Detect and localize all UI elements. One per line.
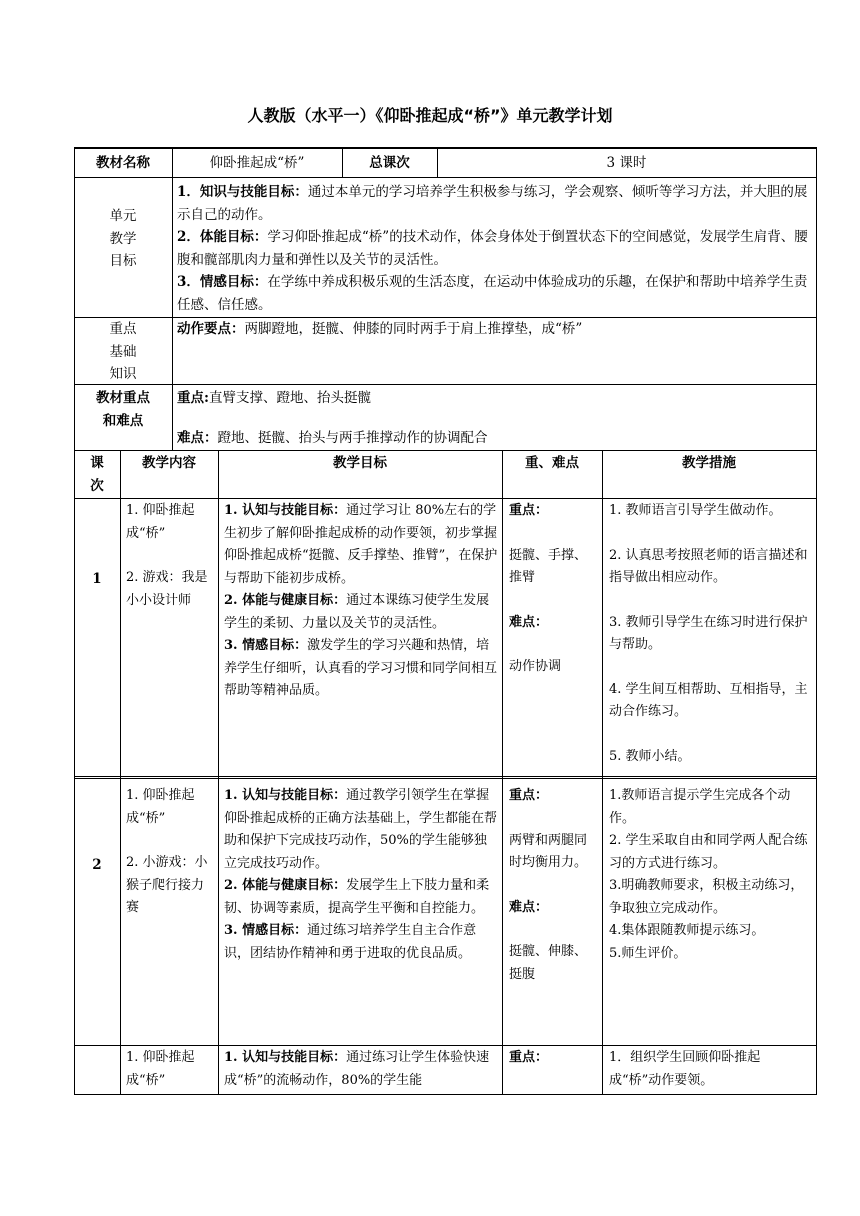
goal-text: 通过本单元的学习培养学生积极参与练习，学会观察、倾听等学习方法，并大胆的展示自己的动作。 [177, 184, 808, 223]
diff-head: 难点： [509, 614, 549, 630]
goal-head: 1. 认知与技能目标： [224, 1050, 347, 1065]
label-line: 知识 [109, 366, 137, 382]
goal-head: 1．知识与技能目标： [177, 184, 308, 200]
measure-item: 2. 认真思考按照老师的语言描述和指导做出相应动作。 [609, 547, 808, 585]
measure-item: 1.教师语言提示学生完成各个动作。 [609, 788, 791, 826]
label-line: 目标 [109, 253, 137, 269]
difficult-point-line [177, 427, 813, 450]
col-content-header: 教学内容 [142, 455, 196, 471]
diff-text: 蹬地、挺髋、抬头与两手推撑动作的协调配合 [217, 430, 488, 446]
label-line: 教材重点 [96, 390, 150, 406]
basics-text: 两脚蹬地，挺髋、伸膝的同时两手于肩上推撑垫，成“桥” [244, 321, 583, 337]
goal-text: 通过教学引领学生在掌握仰卧推起成桥的正确方法基础上，学生都能在帮助和保护下完成技巧动作，50%的学生能够独立完成技巧动作。 [224, 788, 498, 871]
key-head: 重点： [509, 788, 549, 803]
lesson-goals [224, 500, 498, 703]
goal-text: 发展学生上下肢力量和柔韧、协调等素质，提高学生平衡和自控能力。 [224, 878, 490, 916]
lesson-measures [609, 1047, 811, 1094]
measure-item: 1．组织学生回顾仰卧推起成“桥”动作要领。 [609, 1050, 761, 1088]
goal-head: 1. 认知与技能目标： [224, 788, 347, 803]
goal-text: 通过学习让 80%左右的学生初步了解仰卧推起成桥的动作要领，初步掌握仰卧推起成桥“挺髋、反手撑垫、推臂”，在保护与帮助下能初步成桥。 [224, 503, 498, 586]
material-name-label: 教材名称 [96, 155, 150, 171]
unit-goals-label [74, 205, 172, 273]
goal-text: 通过练习让学生体验快速成“桥”的流畅动作，80%的学生能 [224, 1050, 490, 1088]
lesson-number: 1 [92, 571, 102, 587]
goal-text: 通过练习培养学生自主合作意识，团结协作精神和勇于进取的优良品质。 [224, 923, 477, 961]
lesson-content [126, 1047, 214, 1092]
content-item: 1. 仰卧推起成“桥” [126, 503, 195, 541]
label-line: 和难点 [102, 412, 144, 429]
lesson-content [126, 785, 214, 920]
measure-item: 5.师生评价。 [609, 945, 687, 961]
lesson-measures [609, 785, 811, 965]
key-text: 两臂和两腿同时均衡用力。 [509, 832, 588, 870]
key-point-line [177, 387, 813, 410]
goal-head: 3. 情感目标： [224, 923, 308, 938]
header-line: 次 [90, 477, 104, 494]
lesson-number: 2 [92, 857, 102, 873]
total-lessons-value: 3 课时 [606, 155, 647, 171]
measure-item: 4.集体跟随教师提示练习。 [609, 923, 765, 938]
header-line: 课 [90, 455, 104, 471]
label-line: 单元 [109, 208, 137, 224]
content-item: 2. 游戏：我是小小设计师 [126, 570, 208, 608]
key-basics-content [177, 318, 813, 341]
lesson-keypoints [509, 500, 597, 679]
label-line: 教学 [109, 230, 137, 247]
goal-text: 激发学生的学习兴趣和热情，培养学生仔细听，认真看的学习习惯和同学间相互帮助等精神品质。 [224, 638, 498, 698]
content-item: 1. 仰卧推起成“桥” [126, 1050, 195, 1088]
col-measures-header: 教学措施 [682, 455, 736, 471]
measure-item: 4. 学生间互相帮助、互相指导，主动合作练习。 [609, 681, 808, 719]
goal-head: 2. 体能与健康目标： [224, 878, 347, 893]
measure-item: 3. 教师引导学生在练习时进行保护与帮助。 [609, 614, 808, 652]
unit-goals-content [177, 181, 813, 316]
diff-head: 难点： [509, 899, 549, 915]
lesson-goals [224, 1047, 498, 1094]
label-line: 基础 [109, 343, 137, 360]
goal-text: 通过本课练习使学生发展学生的柔韧、力量以及关节的灵活性。 [224, 593, 490, 631]
basics-head: 动作要点： [177, 321, 245, 337]
total-lessons-label: 总课次 [369, 155, 410, 171]
key-basics-label [74, 318, 172, 386]
label-line: 重点 [109, 321, 137, 337]
goal-head: 2. 体能与健康目标： [224, 593, 347, 608]
material-name-value: 仰卧推起成“桥” [209, 155, 305, 171]
col-goals-header: 教学目标 [333, 455, 387, 471]
measure-item: 5. 教师小结。 [609, 748, 691, 764]
goal-head: 3．情感目标： [177, 274, 268, 290]
col-keypoints-header: 重、难点 [525, 455, 579, 471]
lesson-keypoints [509, 1047, 597, 1070]
goal-text: 学习仰卧推起成“桥”的技术动作，体会身体处于倒置状态下的空间感觉，发展学生肩背、腰腹和髋部肌肉力量和弹性以及关节的灵活性。 [177, 229, 808, 268]
diff-text: 动作协调 [509, 659, 562, 674]
goal-text: 在学练中养成积极乐观的生活态度，在运动中体验成功的乐趣，在保护和帮助中培养学生责任感、信任感。 [177, 274, 808, 313]
page-title: 人教版（水平一）《仰卧推起成“桥”》单元教学计划 [247, 106, 613, 125]
diff-head: 难点： [177, 430, 218, 446]
key-head: 重点： [509, 503, 549, 518]
diff-text: 挺髋、伸膝、挺腹 [509, 944, 588, 982]
key-head: 重点: [177, 390, 209, 406]
col-lesson-header [74, 452, 120, 497]
measure-item: 1. 教师语言引导学生做动作。 [609, 503, 782, 518]
lesson-measures [609, 500, 811, 768]
content-item: 2. 小游戏：小猴子爬行接力赛 [126, 855, 208, 915]
key-head: 重点： [509, 1050, 549, 1065]
content-item: 1. 仰卧推起成“桥” [126, 788, 195, 826]
measure-item: 3.明确教师要求，积极主动练习，争取独立完成动作。 [609, 878, 804, 916]
goal-head: 1. 认知与技能目标： [224, 503, 347, 518]
measure-item: 2. 学生采取自由和同学两人配合练习的方式进行练习。 [609, 833, 808, 871]
goal-head: 3. 情感目标： [224, 638, 308, 653]
key-text: 直臂支撑、蹬地、抬头挺髋 [208, 390, 371, 406]
lesson-goals [224, 785, 498, 965]
key-text: 挺髋、手撑、推臂 [509, 547, 588, 585]
goal-head: 2．体能目标： [177, 229, 268, 245]
key-difficult-label [74, 387, 172, 432]
lesson-keypoints [509, 785, 597, 986]
lesson-content [126, 500, 214, 612]
